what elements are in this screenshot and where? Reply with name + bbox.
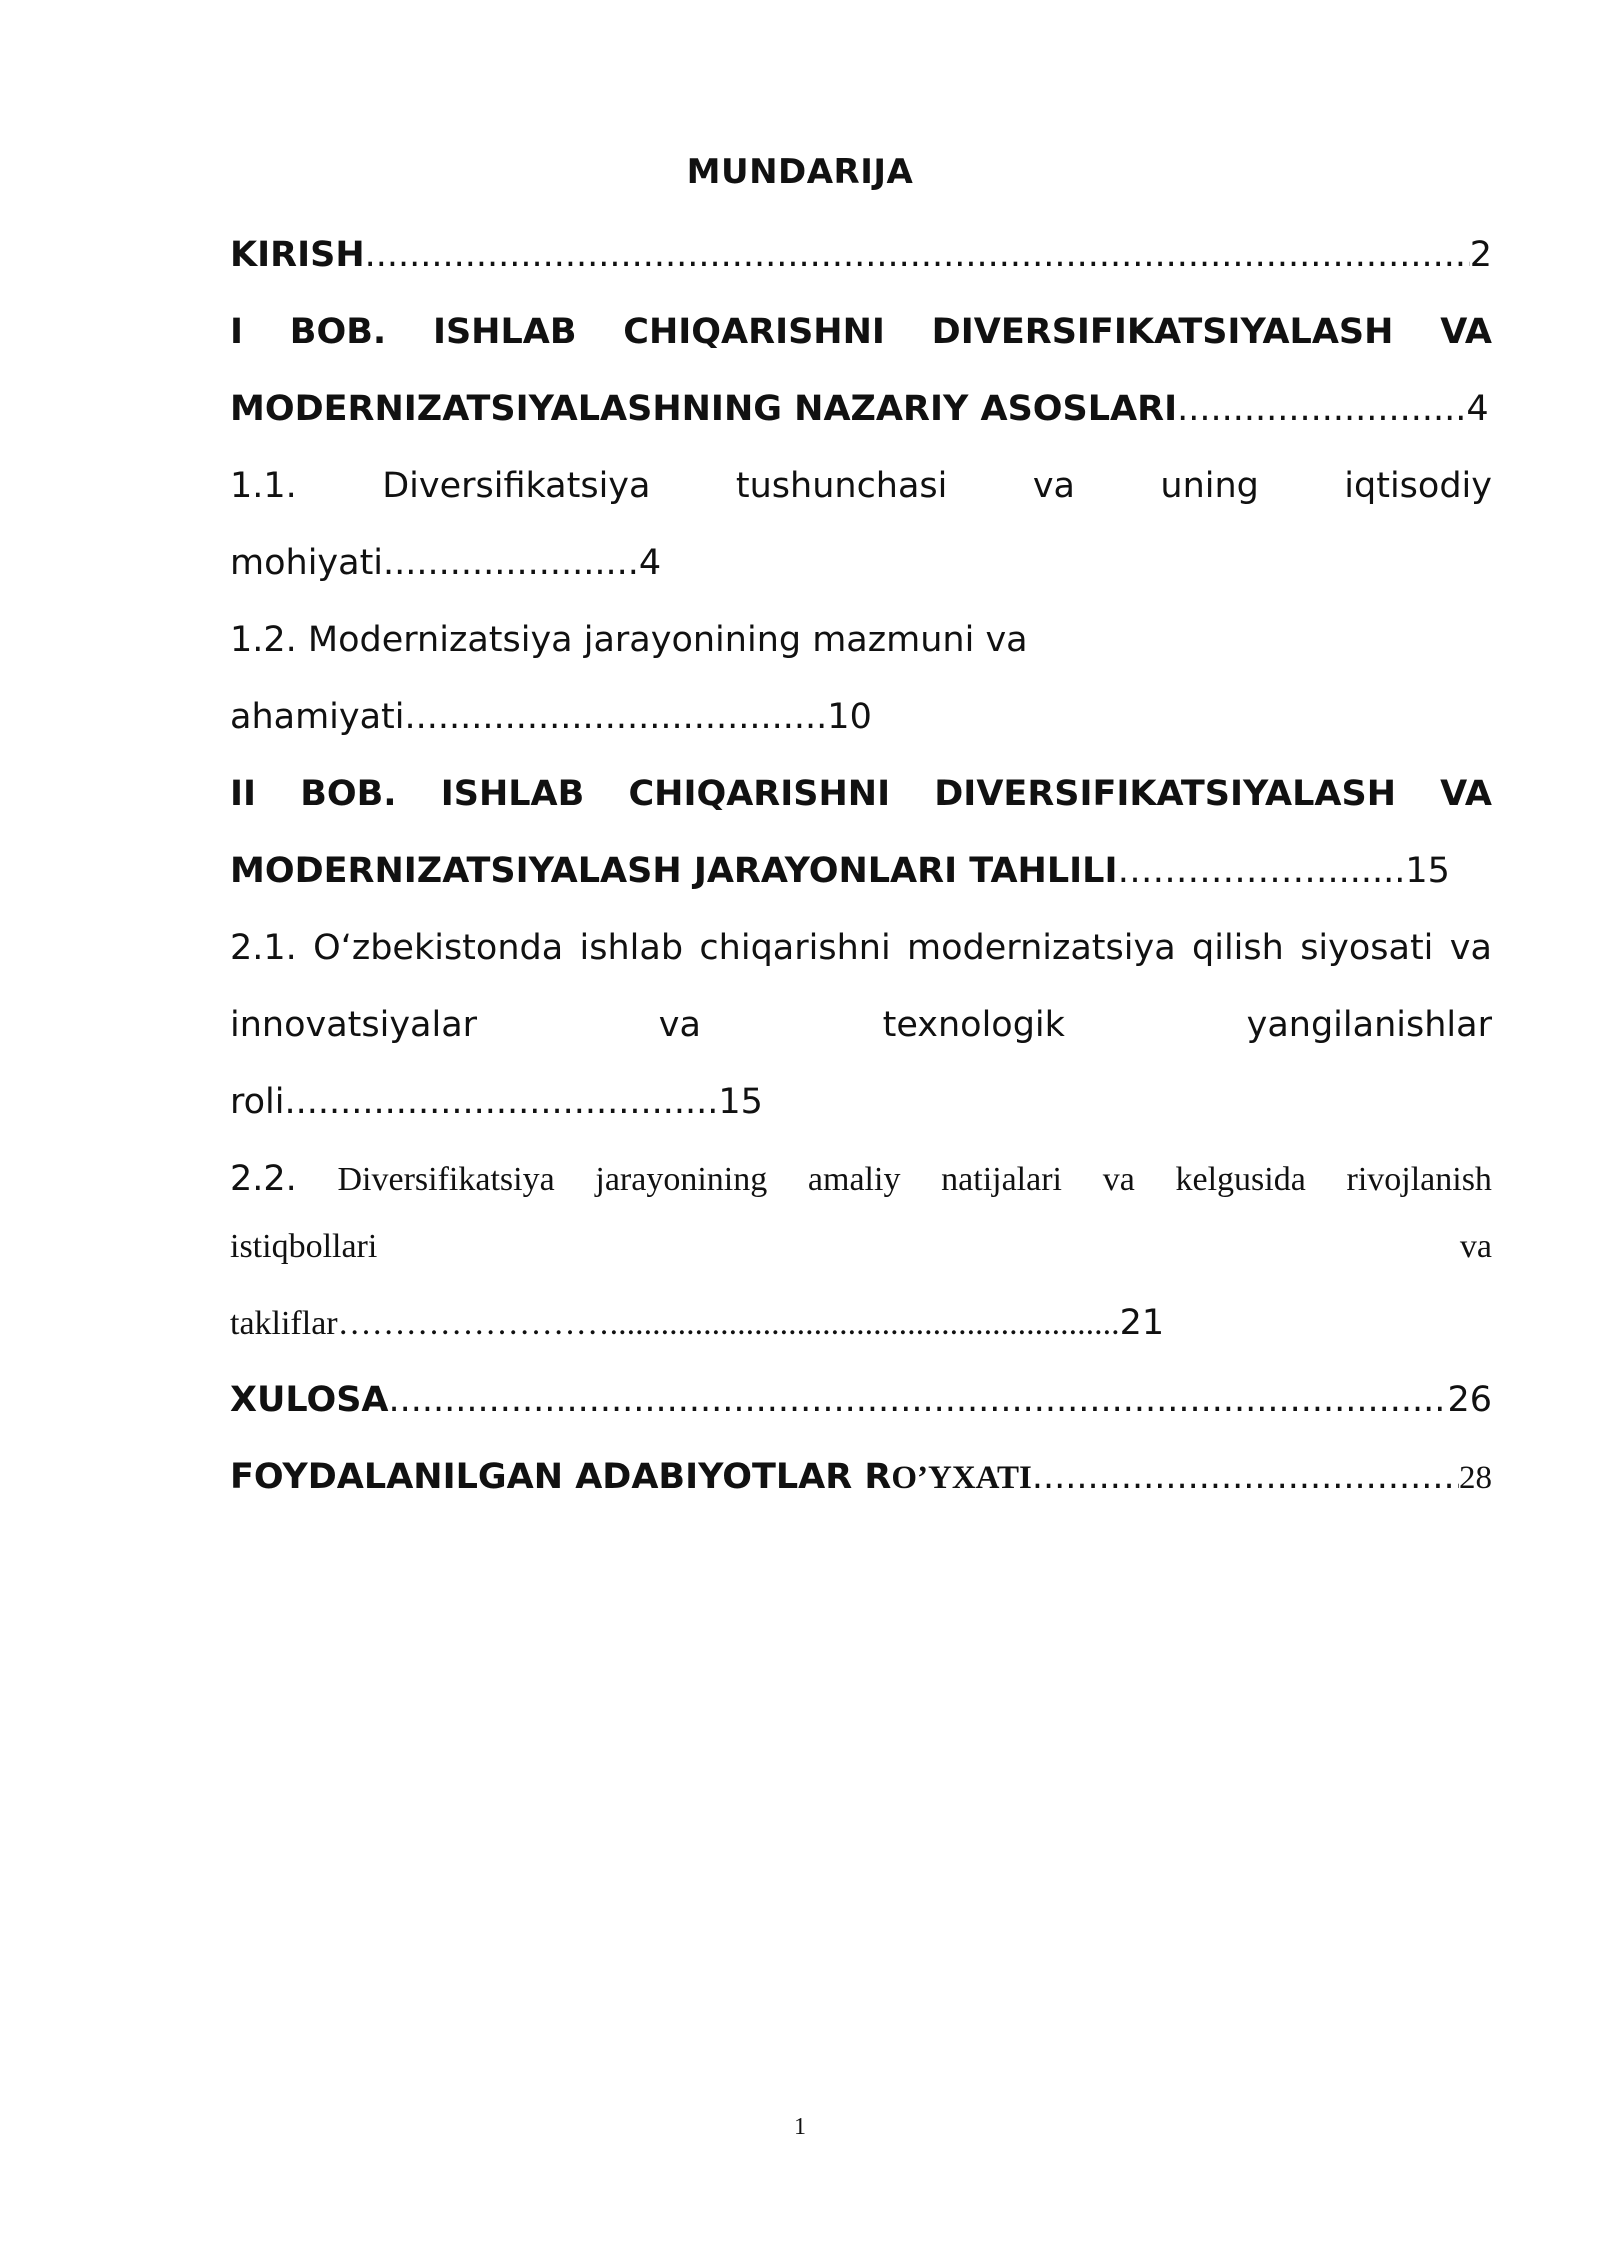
toc-section-number: 2.2.	[230, 1159, 297, 1199]
toc-entry-label: XULOSA	[230, 1380, 389, 1420]
toc-entry-label: FOYDALANILGAN ADABIYOTLAR R	[230, 1457, 892, 1497]
dot-leader	[365, 230, 1470, 280]
toc-word: Diversifikatsiya	[337, 1161, 555, 1198]
dot-leader	[389, 1375, 1448, 1425]
toc-word: I	[230, 312, 244, 352]
toc-page-number: 15	[1405, 851, 1450, 891]
toc-entry-label: takliflar	[230, 1305, 338, 1342]
toc-word: chiqarishni	[699, 928, 891, 968]
toc-word: texnologik	[882, 1005, 1065, 1045]
toc-entry-2-1-line2[interactable]	[230, 1000, 1492, 1050]
toc-word: O‘zbekistonda	[313, 928, 564, 968]
toc-page-number: 26	[1447, 1380, 1492, 1420]
toc-word: rivojlanish	[1346, 1161, 1492, 1198]
dot-leader: ......................................	[404, 697, 828, 737]
toc-entry-2-1-line1[interactable]	[230, 923, 1492, 973]
dot-leader: ……………….......	[1117, 851, 1406, 891]
toc-page-number: 4	[638, 543, 662, 583]
toc-page-number: 21	[1119, 1303, 1165, 1343]
toc-entry-bob2-line2[interactable]	[230, 846, 1492, 896]
toc-entry-1-1-line1[interactable]	[230, 461, 1492, 511]
toc-entry-label: MODERNIZATSIYALASH JARAYONLARI TAHLILI	[230, 851, 1118, 891]
toc-entry-adabiyotlar[interactable]	[230, 1452, 1492, 1502]
toc-word: DIVERSIFIKATSIYALASH	[934, 774, 1397, 814]
toc-word: ISHLAB	[440, 774, 585, 814]
dot-leader: .......................	[383, 543, 639, 583]
toc-word: uning	[1160, 466, 1259, 506]
toc-word: BOB.	[300, 774, 397, 814]
dot-leader: ……………………............................................................	[337, 1305, 1120, 1342]
toc-word: CHIQARISHNI	[628, 774, 891, 814]
toc-word: Diversifikatsiya	[382, 466, 651, 506]
toc-word: natijalari	[941, 1161, 1062, 1198]
toc-word: 2.1.	[230, 928, 297, 968]
toc-entry-1-1-line2[interactable]	[230, 538, 1492, 588]
toc-entry-label: 1.2. Modernizatsiya jarayonining mazmuni va	[230, 620, 1028, 660]
toc-page-number: 4	[1466, 389, 1489, 429]
toc-entry-2-1-line3[interactable]	[230, 1077, 1492, 1127]
toc-word: BOB.	[289, 312, 387, 352]
page-number-footer: 1	[794, 2114, 806, 2140]
toc-page-number: 10	[827, 697, 872, 737]
toc-entry-label: mohiyati	[230, 543, 384, 583]
toc-word: VA	[1440, 774, 1492, 814]
dot-leader: ..........................	[1177, 389, 1467, 429]
toc-word: innovatsiyalar	[230, 1005, 478, 1045]
toc-entry-2-2-line2[interactable]	[230, 1222, 1492, 1272]
toc-word: kelgusida	[1175, 1161, 1306, 1198]
toc-word: ISHLAB	[432, 312, 577, 352]
toc-page-number: 15	[718, 1082, 763, 1122]
toc-word: va	[1449, 928, 1492, 968]
toc-entry-label: ahamiyati	[230, 697, 405, 737]
toc-word: 1.1.	[230, 466, 297, 506]
toc-word: istiqbollari	[230, 1228, 378, 1265]
toc-page-number: 28	[1459, 1460, 1492, 1496]
toc-entry-kirish[interactable]	[230, 230, 1492, 280]
toc-entry-2-2-line3[interactable]	[230, 1298, 1492, 1348]
toc-entry-label: KIRISH	[230, 235, 365, 275]
toc-word: II	[230, 774, 257, 814]
toc-entry-xulosa[interactable]	[230, 1375, 1492, 1425]
toc-entry-bob2-line1[interactable]	[230, 769, 1492, 819]
toc-word: yangilanishlar	[1246, 1005, 1492, 1045]
toc-entry-label: MODERNIZATSIYALASHNING NAZARIY ASOSLARI	[230, 389, 1178, 429]
toc-word: modernizatsiya	[907, 928, 1176, 968]
toc-word: qilish	[1192, 928, 1284, 968]
toc-word: CHIQARISHNI	[623, 312, 885, 352]
toc-word: jarayonining	[595, 1161, 768, 1198]
toc-word: va	[658, 1005, 701, 1045]
toc-word: tushunchasi	[735, 466, 948, 506]
toc-entry-label: roli	[230, 1082, 285, 1122]
dot-leader	[1032, 1452, 1459, 1502]
toc-word: amaliy	[807, 1161, 901, 1198]
toc-word: VA	[1440, 312, 1492, 352]
toc-word: va	[1032, 466, 1075, 506]
toc-entry-2-2-line1[interactable]	[230, 1154, 1492, 1204]
page-title: MUNDARIJA	[686, 152, 914, 192]
toc-word: iqtisodiy	[1344, 466, 1492, 506]
toc-word: va	[1459, 1228, 1492, 1265]
toc-entry-1-2-line1[interactable]	[230, 615, 1492, 665]
toc-word: siyosati	[1300, 928, 1434, 968]
toc-word: ishlab	[579, 928, 684, 968]
toc-entry-bob1-line2[interactable]	[230, 384, 1492, 434]
toc-entry-label-serif: O’YXATI	[891, 1460, 1032, 1496]
toc-word: DIVERSIFIKATSIYALASH	[931, 312, 1394, 352]
toc-word: va	[1102, 1161, 1135, 1198]
toc-entry-bob1-line1[interactable]	[230, 307, 1492, 357]
toc-entry-1-2-line2[interactable]	[230, 692, 1492, 742]
dot-leader: .......................................	[284, 1082, 719, 1122]
toc-page-number: 2	[1469, 235, 1492, 275]
